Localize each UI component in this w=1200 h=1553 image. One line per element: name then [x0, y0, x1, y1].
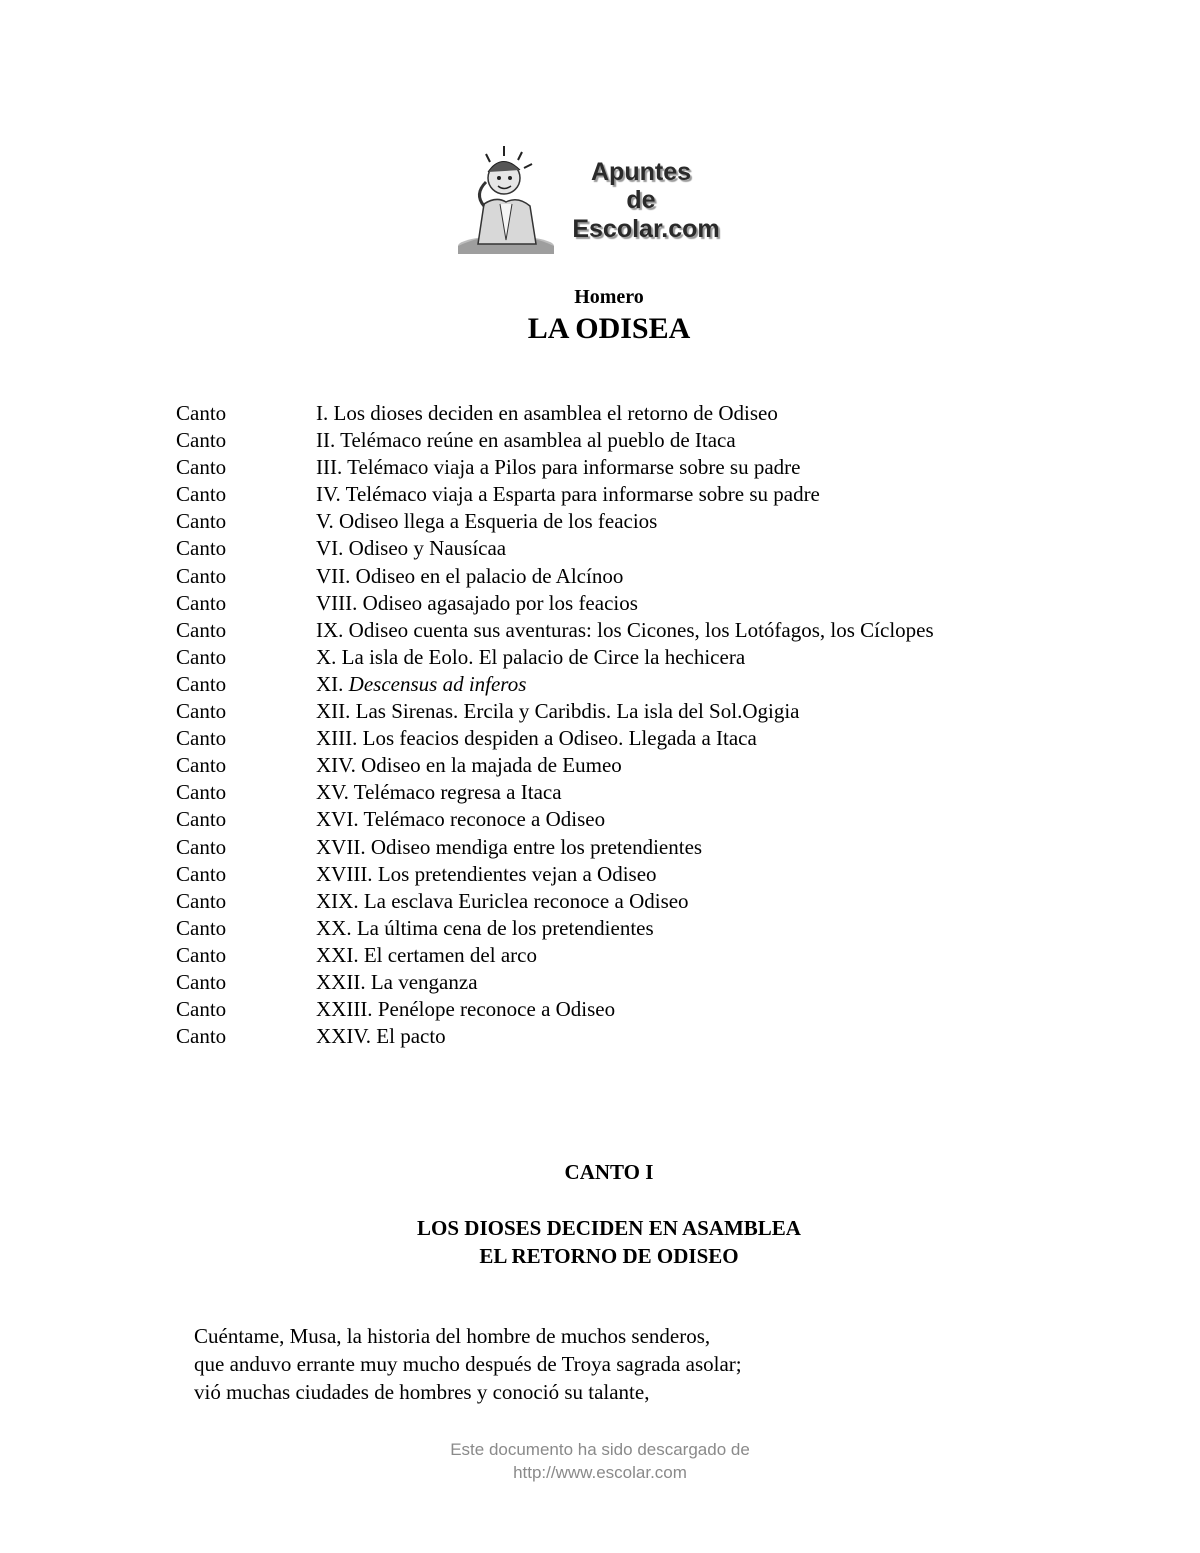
- toc-label: Canto: [176, 671, 227, 696]
- toc-chapter-name: Odiseo en el palacio de Alcínoo: [355, 563, 624, 588]
- footer-text: Este documento ha sido descargado de: [450, 1440, 750, 1459]
- toc-chapter-title: [316, 698, 799, 725]
- toc-chapter-name: Odiseo llega a Esqueria de los feacios: [338, 509, 658, 534]
- toc-chapter-number: XXII.: [316, 969, 366, 994]
- canto-subtitle: [0, 1214, 1200, 1270]
- toc-chapter-name: La venganza: [370, 969, 478, 994]
- toc-row: [176, 1023, 1056, 1050]
- toc-chapter-title: [316, 427, 736, 454]
- toc-chapter-title: [316, 481, 820, 508]
- toc-row: [176, 834, 1056, 861]
- toc-row: [176, 915, 1056, 942]
- toc-chapter-title: [316, 806, 605, 833]
- toc-chapter-number: XX.: [316, 915, 352, 940]
- toc-chapter-number: V.: [316, 509, 334, 534]
- toc-chapter-name: La última cena de los pretendientes: [356, 915, 654, 940]
- toc-row: [176, 969, 1056, 996]
- toc-chapter-title: [316, 400, 778, 427]
- toc-label: Canto: [176, 536, 227, 561]
- toc-chapter-title: [316, 888, 689, 915]
- toc-row: [176, 942, 1056, 969]
- toc-chapter-name: Odiseo mendiga entre los pretendientes: [370, 834, 703, 859]
- site-logo: [456, 144, 736, 254]
- poem-line: que anduvo errante muy mucho después de Troya sagrada asolar;: [194, 1352, 742, 1376]
- toc-row: [176, 752, 1056, 779]
- toc-label: Canto: [176, 807, 227, 832]
- toc-chapter-number: XXI.: [316, 942, 359, 967]
- toc-label: Canto: [176, 888, 227, 913]
- toc-chapter-number: XIX.: [316, 888, 359, 913]
- toc-chapter-title: [316, 590, 638, 617]
- canto-subtitle-line1: LOS DIOSES DECIDEN EN ASAMBLEA: [417, 1216, 801, 1240]
- toc-row: [176, 779, 1056, 806]
- toc-label: Canto: [176, 969, 227, 994]
- toc-row: [176, 644, 1056, 671]
- poem-line: vió muchas ciudades de hombres y conoció su talante,: [194, 1380, 650, 1404]
- toc-chapter-title: [316, 969, 478, 996]
- toc-chapter-name: Telémaco viaja a Pilos para informarse sobre su padre: [347, 455, 801, 480]
- work-title: LA ODISEA: [527, 312, 691, 345]
- logo-text-line1: Apuntes: [591, 158, 691, 186]
- toc-chapter-number: X.: [316, 644, 337, 669]
- toc-chapter-title: [316, 671, 526, 698]
- footer-link[interactable]: http://www.escolar.com: [513, 1463, 687, 1482]
- toc-chapter-name: Penélope reconoce a Odiseo: [377, 997, 616, 1022]
- toc-chapter-title: [316, 996, 615, 1023]
- author-name: Homero: [574, 286, 644, 308]
- logo-text-line3: Escolar.com: [572, 215, 720, 243]
- toc-row: [176, 481, 1056, 508]
- toc-chapter-title: [316, 861, 657, 888]
- toc-row: [176, 888, 1056, 915]
- toc-label: Canto: [176, 699, 227, 724]
- toc-chapter-number: VI.: [316, 536, 344, 561]
- toc-chapter-title: [316, 454, 800, 481]
- toc-chapter-name: La isla de Eolo. El palacio de Circe la hechicera: [341, 644, 746, 669]
- poem-text: [194, 1322, 994, 1406]
- toc-row: [176, 617, 1056, 644]
- toc-chapter-number: VII.: [316, 563, 351, 588]
- toc-chapter-title: [316, 725, 757, 752]
- toc-chapter-title: [316, 563, 623, 590]
- toc-chapter-title: [316, 535, 506, 562]
- toc-label: Canto: [176, 726, 227, 751]
- toc-chapter-name: Telémaco viaja a Esparta para informarse sobre su padre: [345, 482, 820, 507]
- toc-row: [176, 806, 1056, 833]
- toc-row: [176, 563, 1056, 590]
- toc-chapter-title: [316, 508, 657, 535]
- toc-chapter-title: [316, 752, 622, 779]
- student-mascot-icon: [456, 144, 556, 254]
- toc-chapter-number: I.: [316, 401, 329, 425]
- toc-chapter-title: [316, 617, 934, 644]
- toc-label: Canto: [176, 834, 227, 859]
- toc-label: Canto: [176, 617, 227, 642]
- toc-label: Canto: [176, 997, 227, 1022]
- toc-chapter-number: XVI.: [316, 807, 359, 832]
- toc-label: Canto: [176, 401, 227, 425]
- toc-chapter-number: XV.: [316, 780, 349, 805]
- toc-row: [176, 508, 1056, 535]
- toc-chapter-title: [316, 644, 745, 671]
- toc-chapter-name: Odiseo cuenta sus aventuras: los Cicones, los Lotófagos, los Cíclopes: [348, 617, 934, 642]
- toc-chapter-name: El certamen del arco: [363, 942, 537, 967]
- toc-chapter-name: La esclava Euriclea reconoce a Odiseo: [363, 888, 689, 913]
- toc-chapter-name: Los feacios despiden a Odiseo. Llegada a Itaca: [362, 726, 757, 751]
- toc-chapter-number: XXIV.: [316, 1024, 372, 1049]
- toc-chapter-name: El pacto: [376, 1024, 446, 1049]
- toc-chapter-name: Las Sirenas. Ercila y Caribdis. La isla del Sol.Ogigia: [355, 699, 800, 724]
- toc-chapter-name: Los dioses deciden en asamblea el retorno de Odiseo: [333, 401, 778, 425]
- toc-row: [176, 590, 1056, 617]
- toc-chapter-name: Odiseo y Nausícaa: [348, 536, 507, 561]
- toc-row: [176, 671, 1056, 698]
- toc-row: [176, 427, 1056, 454]
- toc-row: [176, 400, 1056, 427]
- toc-row: [176, 861, 1056, 888]
- toc-label: Canto: [176, 780, 227, 805]
- toc-label: Canto: [176, 428, 227, 453]
- toc-label: Canto: [176, 455, 227, 480]
- toc-chapter-name: Odiseo agasajado por los feacios: [362, 590, 638, 615]
- toc-row: [176, 996, 1056, 1023]
- logo-text-line2: de: [626, 186, 656, 214]
- toc-label: Canto: [176, 590, 227, 615]
- canto-heading: CANTO I: [564, 1160, 654, 1184]
- toc-chapter-title: [316, 779, 562, 806]
- toc-label: Canto: [176, 509, 227, 534]
- toc-label: Canto: [176, 563, 227, 588]
- toc-chapter-number: XII.: [316, 699, 351, 724]
- toc-chapter-number: VIII.: [316, 590, 358, 615]
- toc-label: Canto: [176, 942, 227, 967]
- toc-label: Canto: [176, 915, 227, 940]
- toc-chapter-name: Telémaco reconoce a Odiseo: [363, 807, 606, 832]
- toc-chapter-name: Telémaco reúne en asamblea al pueblo de Itaca: [340, 428, 736, 453]
- poem-line: Cuéntame, Musa, la historia del hombre de muchos senderos,: [194, 1324, 711, 1348]
- toc-label: Canto: [176, 753, 227, 778]
- toc-row: [176, 454, 1056, 481]
- toc-label: Canto: [176, 861, 227, 886]
- toc-chapter-title: [316, 942, 537, 969]
- toc-chapter-number: XVII.: [316, 834, 366, 859]
- toc-row: [176, 535, 1056, 562]
- toc-chapter-number: IX.: [316, 617, 344, 642]
- download-footer: [0, 1438, 1200, 1484]
- toc-chapter-title: [316, 834, 702, 861]
- toc-chapter-name: Odiseo en la majada de Eumeo: [361, 753, 622, 778]
- toc-row: [176, 698, 1056, 725]
- toc-chapter-number: XVIII.: [316, 861, 373, 886]
- toc-chapter-name: Telémaco regresa a Itaca: [353, 780, 562, 805]
- toc-chapter-title: [316, 1023, 446, 1050]
- toc-chapter-number: II.: [316, 428, 336, 453]
- canto-subtitle-line2: EL RETORNO DE ODISEO: [479, 1244, 739, 1268]
- toc-chapter-name: Descensus ad inferos: [348, 671, 527, 696]
- table-of-contents: [176, 400, 1056, 1050]
- toc-chapter-number: IV.: [316, 482, 341, 507]
- toc-label: Canto: [176, 482, 227, 507]
- toc-chapter-number: XIII.: [316, 726, 358, 751]
- toc-label: Canto: [176, 644, 227, 669]
- toc-chapter-number: XI.: [316, 671, 344, 696]
- toc-chapter-number: XXIII.: [316, 997, 373, 1022]
- toc-chapter-number: XIV.: [316, 753, 356, 778]
- toc-chapter-title: [316, 915, 654, 942]
- toc-row: [176, 725, 1056, 752]
- toc-chapter-number: III.: [316, 455, 343, 480]
- toc-chapter-name: Los pretendientes vejan a Odiseo: [377, 861, 657, 886]
- toc-label: Canto: [176, 1024, 227, 1049]
